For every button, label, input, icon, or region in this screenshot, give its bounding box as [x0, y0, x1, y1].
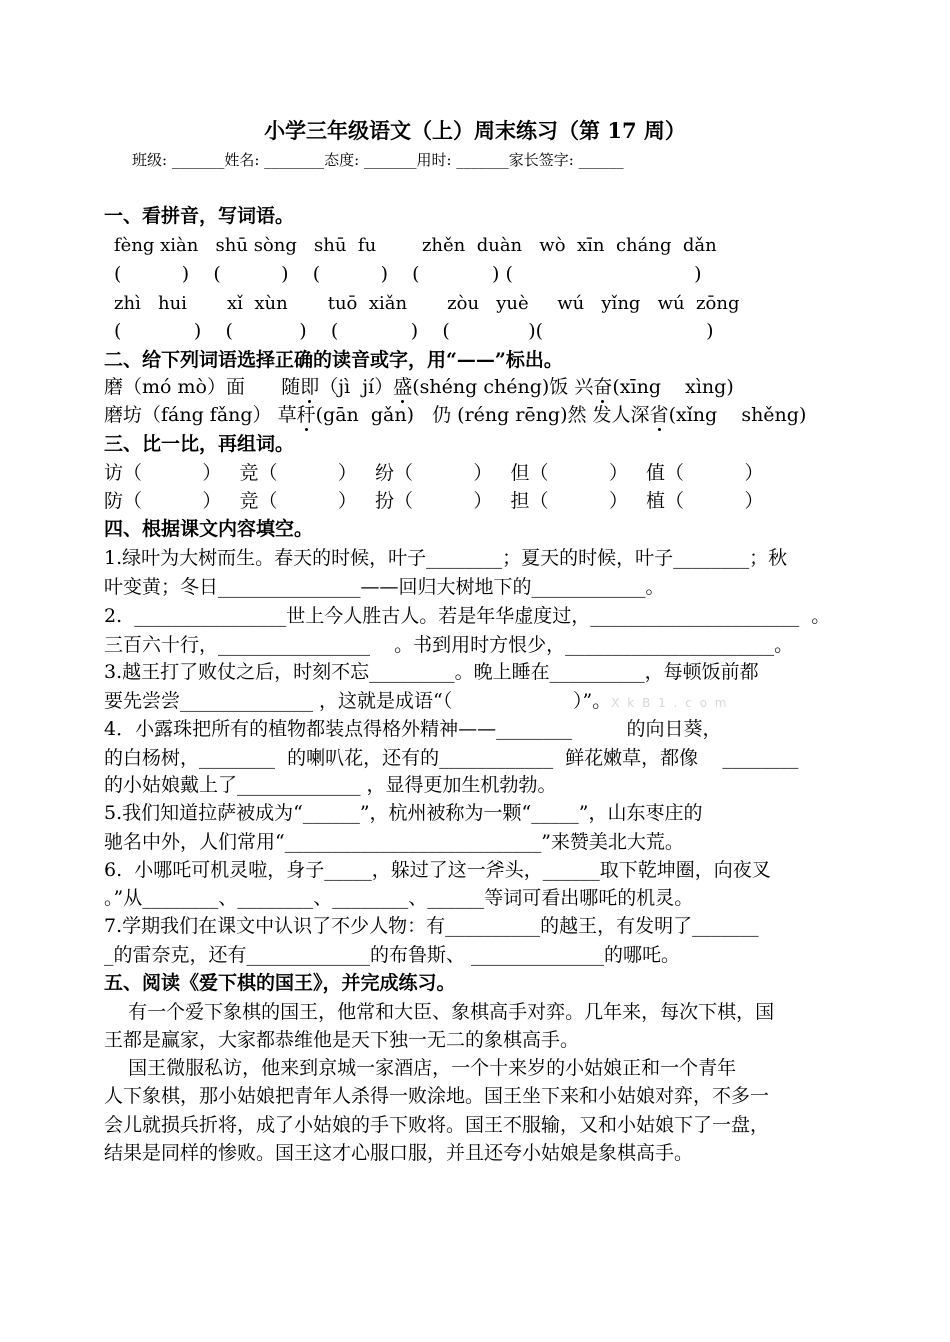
reading-paragraph-line-2: 王都是赢家，大家都恭维他是天下独一无二的象棋高手。: [104, 1029, 580, 1051]
fill-line-8: 的白杨树，________ 的喇叭花，还有的____________ 鲜花嫩草，都像 ________: [104, 747, 799, 769]
fill-line-6: 要先尝尝______________ ，这就是成语“（ ）”。X k B 1 . c o m: [104, 690, 729, 712]
reading-paragraph-line-4: 人下象棋，那小姑娘把青年人杀得一败涂地。国王坐下来和小姑娘对弈，不多一: [104, 1085, 770, 1107]
choice-sui-ji: 随即（jì jí）: [281, 376, 394, 398]
fill-line-5: 3.越王打了败仗之后，时刻不忘_________。晚上睡在__________，每顿饭前都: [104, 661, 759, 683]
fill-line-1: 1.绿叶为大树而生。春天的时候，叶子________；夏天的时候，叶子________；秋: [104, 547, 788, 569]
fill-line-7: 4．小露珠把所有的植物都装点得格外精神——________ 的向日葵，: [104, 718, 722, 740]
fill-line-2: 叶变黄；冬日_______________——回归大树地下的____________。: [104, 576, 665, 598]
fill-line-3: 2. ________________世上今人胜古人。若是年华虚度过，______________________ 。: [104, 605, 831, 627]
compare-row-1: 访（ ） 竞（ ） 纷（ ） 但（ ） 值（ ）: [104, 462, 764, 484]
fill-line-12: 6. 小哪吒可机灵啦，身子_____，躲过了这一斧头，______取下乾坤圈，向夜叉: [104, 859, 771, 881]
choice-mo-mian: 磨（mó mò）面: [104, 376, 245, 398]
choice-xing-sheng: 发人深省(xǐng shěng): [592, 404, 807, 426]
choice-mo-fang: 磨坊（fáng fǎng）: [104, 404, 272, 426]
pinyin-row-2: zhì hui xǐ xùn tuō xiǎn zòu yuè wú yǐng wú zōng: [114, 293, 740, 314]
pinyin-row-1: fèng xiàn shū sòng shū fu zhěn duàn wò xīn cháng dǎn: [114, 235, 717, 256]
reading-paragraph-line-1: 有一个爱下象棋的国王，他常和大臣、象棋高手对弈。几年来，每次下棋，国: [104, 1001, 775, 1023]
choice-cheng-fan: 盛(shéng chéng)饭: [393, 376, 569, 398]
reading-paragraph-line-6: 结果是同样的惨败。国王这才心服口服，并且还夸小姑娘是象棋高手。: [104, 1142, 694, 1164]
fill-line-4: 三百六十行，________________ 。书到用时方恨少，______________________。: [104, 634, 794, 656]
section-4-heading: 四、根据课文内容填空。: [104, 518, 314, 540]
section-5-heading: 五、阅读《爱下棋的国王》，并完成练习。: [104, 972, 456, 994]
section-2-heading: 二、给下列词语选择正确的读音或字，用“——”标出。: [104, 349, 563, 371]
fill-line-13: 。”从________、________、________、______等词可看出哪吒的机灵。: [104, 887, 694, 909]
fill-line-9: 的小姑娘戴上了_____________ ，显得更加生机勃勃。: [104, 774, 557, 796]
choice-reng-ran: 仍 (réng rēng)然: [432, 404, 587, 426]
watermark-text: X k B 1 . c o m: [611, 696, 729, 710]
section-1-heading: 一、看拼音，写词语。: [104, 205, 295, 227]
answer-brackets-row-2: ( ) ( ) ( ) ( )( ): [114, 320, 714, 342]
reading-paragraph-line-3: 国王微服私访，他来到京城一家酒店，一个十来岁的小姑娘正和一个青年: [104, 1057, 737, 1079]
answer-brackets-row-1: ( ) ( ) ( ) ( ) ( ): [114, 263, 702, 285]
fill-line-11: 驰名中外，人们常用“___________________________”来赞美北大荒。: [104, 831, 684, 853]
compare-row-2: 防（ ） 竞（ ） 扮（ ） 担（ ） 植（ ）: [104, 490, 764, 512]
reading-choice-row-1: [104, 374, 734, 400]
choice-xing-fen: 兴奋(xīng xìng): [574, 376, 734, 398]
choice-cao-gan: 草秆(gān gǎn): [277, 404, 414, 426]
reading-paragraph-line-5: 会儿就损兵折将，成了小姑娘的手下败将。国王不服输，又和小姑娘下了一盘，: [104, 1114, 770, 1136]
worksheet-title: 小学三年级语文（上）周末练习（第 17 周）: [264, 118, 686, 143]
fill-line-14: 7.学期我们在课文中认识了不少人物：有__________的越王，有发明了_______: [104, 915, 759, 937]
reading-choice-row-2: [104, 402, 806, 428]
student-info-line: 班级: _______姓名: ________态度: _______用时: _______家长签字: ______: [132, 151, 624, 169]
section-3-heading: 三、比一比，再组词。: [104, 433, 295, 455]
fill-line-15: _的雷奈克，还有_____________的布鲁斯、 ______________的哪吒。: [104, 944, 681, 966]
fill-line-10: 5.我们知道拉萨被成为“______”，杭州被称为一颗“_____”，山东枣庄的: [104, 802, 703, 824]
